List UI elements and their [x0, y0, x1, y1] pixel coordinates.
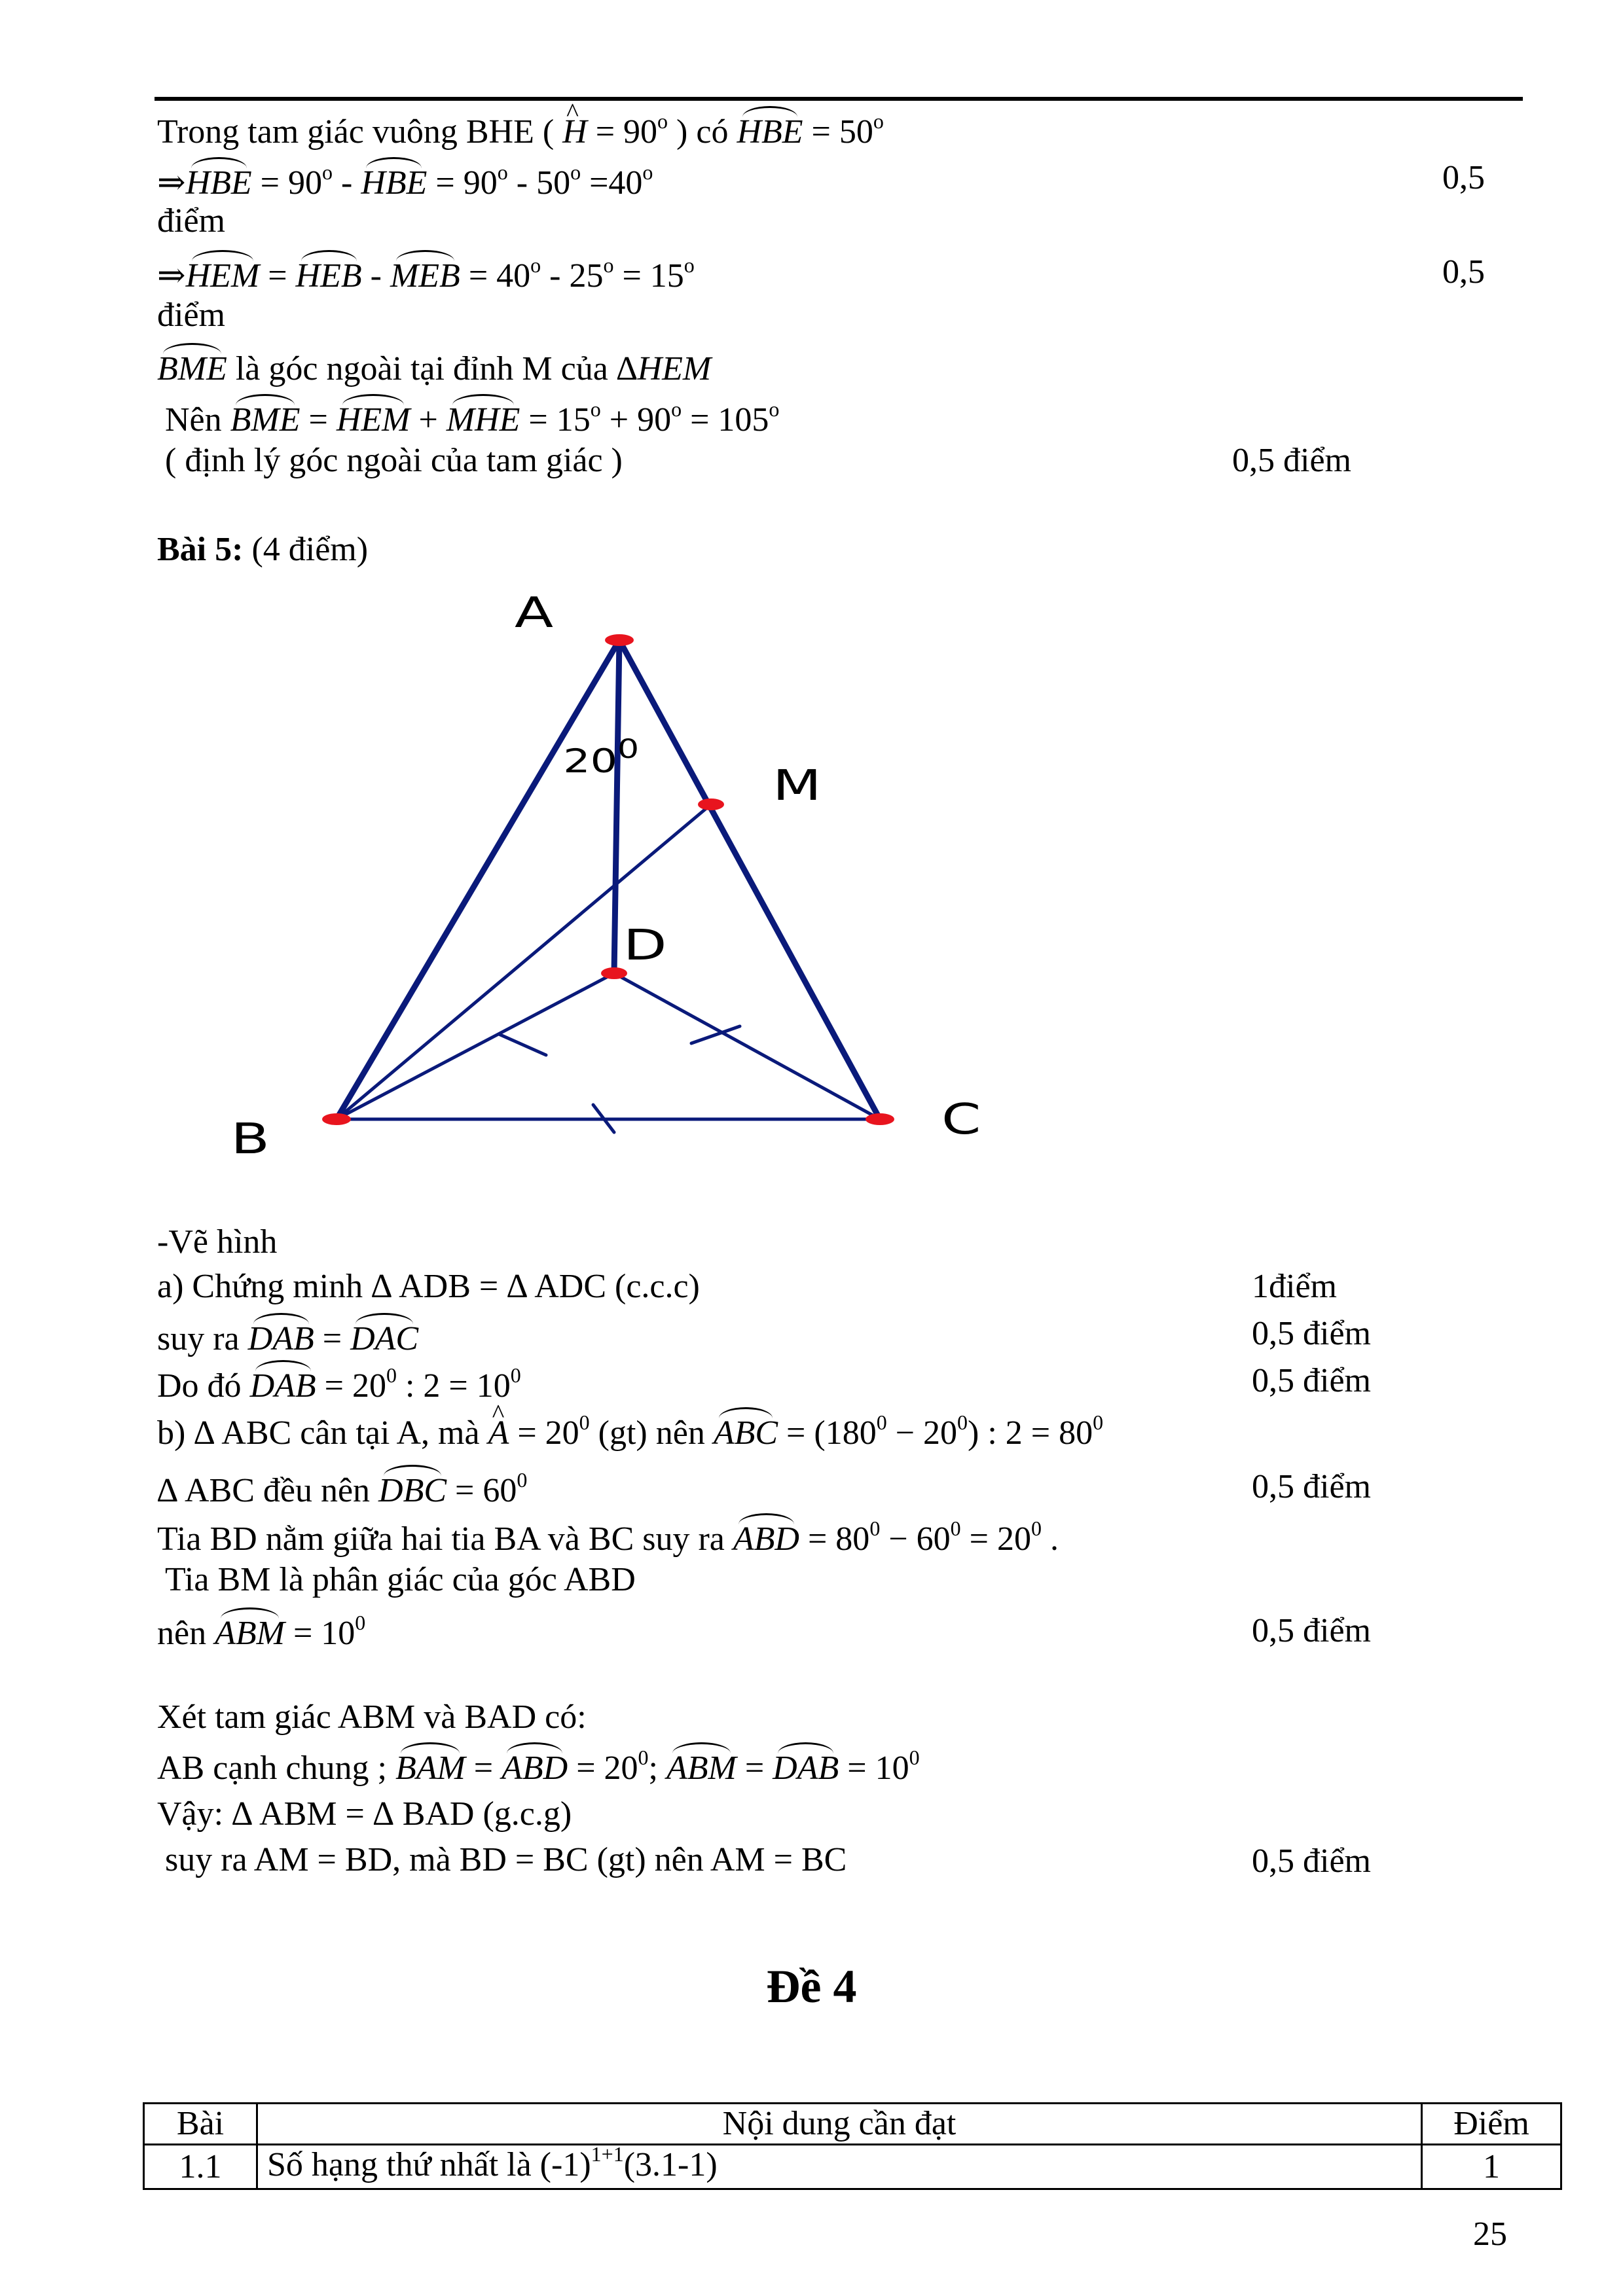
score-hbe: 0,5	[1442, 159, 1485, 196]
triangle-figure	[196, 576, 1048, 1178]
segment-ab	[337, 640, 619, 1119]
line-c-common-side: AB cạnh chung ; BAM = ABD = $20^0$; ABM = DAB = $10^0$	[157, 1741, 920, 1793]
score-b-dbc: 0,5 điểm	[1252, 1468, 1371, 1505]
cell-bai: 1.1	[144, 2145, 257, 2189]
cell-diem: 1	[1422, 2145, 1561, 2189]
header-diem: Điểm	[1422, 2104, 1561, 2145]
line-exterior-theorem: ( định lý góc ngoài của tam giác )	[165, 442, 623, 479]
line-triangle-bhe: Trong tam giác vuông BHE ( ^ $H = 90^o$ ) có HBE = $50^o$	[157, 105, 884, 156]
header-bai: Bài	[144, 2104, 257, 2145]
line-a-dab-dac: suy ra DAB = DAC	[157, 1312, 418, 1360]
score-b-abm: 0,5 điểm	[1252, 1612, 1371, 1649]
line-b-abc-isosceles: b) ∆ ABC cân tại A, mà ^ $A = 20^0$ (gt) nên ABC = $(180^0 - 20^0)$ : $2 = 80^0$	[157, 1406, 1103, 1458]
segment-ad	[614, 640, 619, 973]
line-b-dbc: ∆ ABC đều nên DBC = $60^0$	[157, 1463, 527, 1515]
line-b-abd: Tia BD nằm giữa hai tia BA và BC suy ra ABD = $80^0 - 60^0 = 20^0$ .	[157, 1512, 1059, 1564]
table-row	[144, 2145, 1561, 2189]
line-b-bisector: Tia BM là phân giác của góc ABD	[165, 1561, 636, 1598]
header-content: Nội dung cần đạt	[257, 2104, 1422, 2145]
line-b-abm: nên ABM = $10^0$	[157, 1606, 365, 1658]
label-m: M	[773, 761, 822, 810]
section-title-de4: Đề 4	[766, 1960, 857, 2013]
score-a-value: 0,5 điểm	[1252, 1362, 1371, 1399]
point-c	[866, 1113, 894, 1125]
label-angle-20: $20^0$	[563, 733, 640, 781]
line-a-dab-value: Do đó DAB = $20^0$ : $2 = 10^0$	[157, 1359, 521, 1410]
page-number: 25	[1473, 2215, 1507, 2253]
point-a	[605, 634, 634, 646]
point-m	[698, 798, 724, 810]
line-a-prove: a) Chứng minh ∆ ADB = ∆ ADC (c.c.c)	[157, 1268, 700, 1305]
label-a: A	[515, 588, 554, 637]
answer-table	[143, 2102, 1562, 2190]
line-diem-2: điểm	[157, 296, 225, 334]
line-hbe-calc: ⇒HBE = $90^o$ - HBE = $90^o - 50^o =40^o$	[157, 156, 653, 207]
line-draw: -Vẽ hình	[157, 1223, 278, 1261]
score-hem: 0,5	[1442, 253, 1485, 291]
top-rule	[155, 97, 1523, 101]
label-d: D	[623, 920, 667, 970]
label-c: C	[941, 1094, 981, 1144]
label-b: B	[230, 1114, 270, 1164]
score-a-prove: 1điểm	[1252, 1268, 1337, 1305]
bai5-heading: Bài 5: (4 điểm)	[157, 531, 369, 568]
score-exterior: 0,5 điểm	[1232, 442, 1351, 479]
table-header-row	[144, 2104, 1561, 2145]
line-hem-calc: ⇒HEM = HEB - MEB = $40^o - 25^o = 15^o$	[157, 249, 695, 300]
score-c-conclusion: 0,5 điểm	[1252, 1842, 1371, 1880]
line-c-congruent: Vậy: ∆ ABM = ∆ BAD (g.c.g)	[157, 1795, 572, 1833]
line-c-consider: Xét tam giác ABM và BAD có:	[157, 1698, 587, 1736]
point-b	[322, 1113, 351, 1125]
line-c-conclusion: suy ra AM = BD, mà BD = BC (gt) nên AM = BC	[165, 1841, 847, 1878]
line-diem-1: điểm	[157, 202, 225, 240]
line-bme-exterior: BME là góc ngoài tại đỉnh M của ∆HEM	[157, 342, 711, 390]
line-bme-sum: Nên BME = HEM + MHE = $15^o + 90^o = 105^o$	[165, 393, 779, 444]
cell-content: Số hạng thứ nhất là $(-1)^{1+1}(3.1-1)$	[257, 2145, 1422, 2189]
score-a-dab: 0,5 điểm	[1252, 1315, 1371, 1352]
tick-bd	[499, 1034, 546, 1055]
